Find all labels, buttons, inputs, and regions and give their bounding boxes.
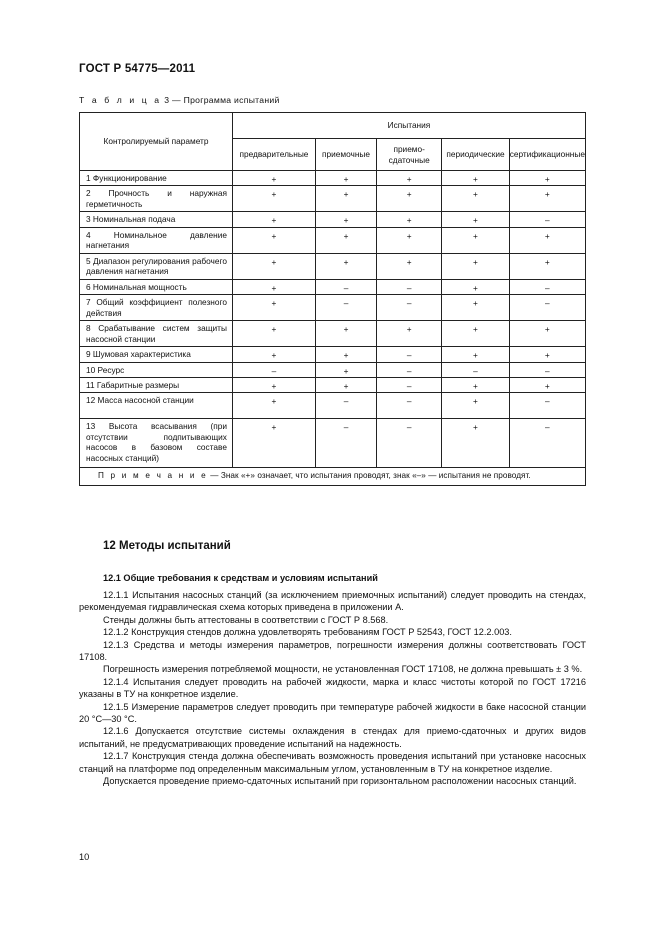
test-mark-cell: + (509, 378, 585, 393)
test-mark-cell: + (232, 227, 315, 253)
table-row (80, 362, 586, 377)
test-mark-cell: + (377, 227, 442, 253)
test-mark-cell: – (315, 295, 376, 321)
test-mark-cell: + (315, 253, 376, 279)
test-mark-cell: + (442, 253, 509, 279)
param-column-header: Контролируемый параметр (80, 113, 233, 171)
test-mark-cell: – (509, 212, 585, 227)
body-paragraph: Погрешность измерения потребляемой мощности, не установленная ГОСТ 17108, не должна превышать ± 3 %. (103, 664, 583, 675)
table-row (80, 378, 586, 393)
parameter-cell: 4 Номинальное давление нагнетания (80, 227, 233, 253)
table-row (80, 279, 586, 294)
test-mark-cell: + (315, 362, 376, 377)
body-paragraph: 12.1.4 Испытания следует проводить на рабочей жидкости, марка и класс чистоты которой по ГОСТ 17216 указаны в ТУ на конкретное изделие. (79, 676, 586, 700)
section-title: 12 Методы испытаний (103, 540, 231, 552)
test-program-table (79, 112, 586, 486)
test-mark-cell: + (232, 186, 315, 212)
test-mark-cell: + (315, 227, 376, 253)
test-mark-cell: – (377, 362, 442, 377)
section-body (79, 589, 586, 788)
test-mark-cell: + (509, 321, 585, 347)
test-mark-cell: + (377, 253, 442, 279)
tests-group-header: Испытания (232, 113, 585, 139)
test-column-header: предварительные (232, 139, 315, 171)
test-mark-cell: – (377, 279, 442, 294)
test-mark-cell: + (442, 393, 509, 419)
test-mark-cell: + (232, 393, 315, 419)
table-note-row (80, 468, 586, 485)
test-mark-cell: + (442, 378, 509, 393)
test-mark-cell: – (442, 362, 509, 377)
test-mark-cell: + (509, 253, 585, 279)
test-mark-cell: + (315, 321, 376, 347)
test-mark-cell: – (377, 295, 442, 321)
test-column-header: приемо- сдаточные (377, 139, 442, 171)
parameter-cell: 13 Высота всасывания (при отсутствии подпитывающих насосов в базовом составе насосных станций) (80, 419, 233, 468)
test-mark-cell: + (509, 186, 585, 212)
body-paragraph: 12.1.6 Допускается отсутствие системы охлаждения в стендах для приемо-сдаточных и других видов испытаний, не предусматривающих проведение испытаний на надежность. (79, 726, 586, 749)
table-caption-prefix: Т а б л и ц а (79, 95, 162, 105)
test-mark-cell: + (232, 171, 315, 186)
body-paragraph: 12.1.2 Конструкция стендов должна удовлетворять требованиям ГОСТ Р 52543, ГОСТ 12.2.003. (103, 627, 512, 638)
parameter-cell: 6 Номинальная мощность (80, 279, 233, 294)
note-prefix: П р и м е ч а н и е (98, 471, 208, 481)
test-mark-cell: + (442, 227, 509, 253)
test-column-header: приемочные (315, 139, 376, 171)
table-row (80, 347, 586, 362)
test-mark-cell: – (509, 393, 585, 419)
body-paragraph: Стенды должны быть аттестованы в соответствии с ГОСТ Р 8.568. (103, 614, 389, 625)
body-paragraph: 12.1.7 Конструкция стенда должна обеспечивать возможность проведения испытаний при установке насосных станций на платформе под определенным максимальным углом, установленным в ТУ на конкретное изделие. (79, 751, 586, 774)
table-row (80, 321, 586, 347)
parameter-cell: 11 Габаритные размеры (80, 378, 233, 393)
test-mark-cell: + (442, 321, 509, 347)
parameter-cell: 2 Прочность и наружная герметичность (80, 186, 233, 212)
test-mark-cell: + (315, 186, 376, 212)
table-row (80, 212, 586, 227)
test-mark-cell: + (509, 347, 585, 362)
table-row (80, 253, 586, 279)
test-mark-cell: – (315, 419, 376, 468)
table-row (80, 186, 586, 212)
test-mark-cell: + (315, 171, 376, 186)
test-mark-cell: – (509, 279, 585, 294)
test-mark-cell: + (442, 347, 509, 362)
test-mark-cell: + (509, 171, 585, 186)
test-mark-cell: – (377, 419, 442, 468)
body-paragraph: 12.1.3 Средства и методы измерения параметров, погрешности измерения должны соответствовать ГОСТ 17108. (79, 639, 586, 663)
table-caption-title: 3 — Программа испытаний (161, 95, 280, 105)
subsection-title: 12.1 Общие требования к средствам и условиям испытаний (103, 573, 378, 583)
parameter-cell: 3 Номинальная подача (80, 212, 233, 227)
test-mark-cell: + (442, 171, 509, 186)
test-mark-cell: + (232, 253, 315, 279)
test-mark-cell: + (442, 279, 509, 294)
test-mark-cell: + (232, 279, 315, 294)
test-mark-cell: + (315, 378, 376, 393)
test-mark-cell: + (232, 212, 315, 227)
test-mark-cell: – (509, 419, 585, 468)
test-mark-cell: + (232, 347, 315, 362)
note-text: — Знак «+» означает, что испытания проводят, знак «–» — испытания не проводят. (207, 471, 531, 481)
test-mark-cell: – (315, 279, 376, 294)
parameter-cell: 10 Ресурс (80, 362, 233, 377)
parameter-cell: 8 Срабатывание систем защиты насосной станции (80, 321, 233, 347)
body-paragraph: 12.1.5 Измерение параметров следует проводить при температуре рабочей жидкости в баке насосной станции 20 °С—30 °С. (79, 701, 586, 725)
test-mark-cell: + (442, 212, 509, 227)
table-row (80, 171, 586, 186)
test-mark-cell: + (232, 378, 315, 393)
test-mark-cell: – (509, 295, 585, 321)
table-row (80, 295, 586, 321)
test-mark-cell: + (232, 321, 315, 347)
test-mark-cell: – (377, 378, 442, 393)
page-number: 10 (79, 852, 90, 862)
parameter-cell: 12 Масса насосной станции (80, 393, 233, 419)
test-mark-cell: + (377, 212, 442, 227)
table-row (80, 393, 586, 419)
test-mark-cell: – (232, 362, 315, 377)
test-mark-cell: + (442, 295, 509, 321)
test-mark-cell: + (377, 171, 442, 186)
body-paragraph: Допускается проведение приемо-сдаточных испытаний при горизонтальном расположении насосных станций. (103, 776, 577, 787)
test-mark-cell: – (377, 393, 442, 419)
test-mark-cell: + (509, 227, 585, 253)
test-mark-cell: + (442, 419, 509, 468)
test-mark-cell: + (442, 186, 509, 212)
table-caption (79, 95, 280, 105)
test-mark-cell: + (232, 419, 315, 468)
document-header: ГОСТ Р 54775—2011 (79, 63, 196, 75)
test-mark-cell: – (377, 347, 442, 362)
table-row (80, 419, 586, 468)
test-mark-cell: – (509, 362, 585, 377)
test-mark-cell: + (377, 186, 442, 212)
test-mark-cell: + (232, 295, 315, 321)
test-column-header: сертификационные (509, 139, 585, 171)
test-column-header: периодические (442, 139, 509, 171)
test-mark-cell: – (315, 393, 376, 419)
test-mark-cell: + (315, 347, 376, 362)
test-mark-cell: + (377, 321, 442, 347)
parameter-cell: 5 Диапазон регулирования рабочего давления нагнетания (80, 253, 233, 279)
test-mark-cell: + (315, 212, 376, 227)
table-row (80, 227, 586, 253)
table-note (80, 468, 586, 485)
body-paragraph: 12.1.1 Испытания насосных станций (за исключением приемочных испытаний) следует проводить на стендах, рекомендуемая гидравлическая схема которых приведена в приложении А. (79, 590, 586, 613)
parameter-cell: 1 Функционирование (80, 171, 233, 186)
parameter-cell: 7 Общий коэффициент полезного действия (80, 295, 233, 321)
parameter-cell: 9 Шумовая характеристика (80, 347, 233, 362)
